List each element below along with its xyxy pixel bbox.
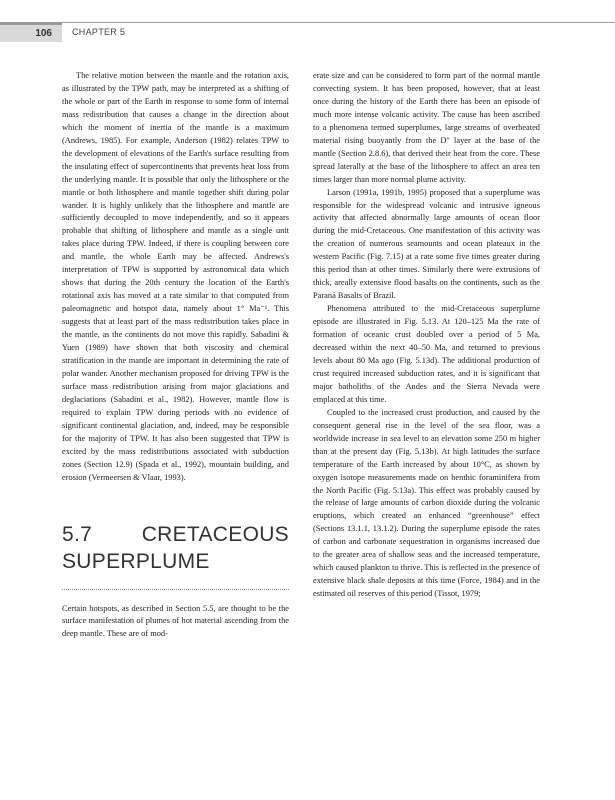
header-rule	[62, 22, 615, 23]
paragraph: Coupled to the increased crust production, and caused by the consequent general rise in the level of the sea floor, was a worldwide increase in sea level to an elevation some 250 m higher than at the present day (Fig. 5.13b). At high latitudes the surface temperature of the Earth increased by about 10°C, as shown by oxygen isotope measurements made on benthic foraminifera from the North Pacific (Fig. 5.13a). This effect was probably caused by the release of large amounts of carbon dioxide during the volcanic eruptions, which created an enhanced “greenhouse” effect (Sections 13.1.1, 13.1.2). During the superplume episode the rates of carbon and carbonate sequestration in organisms increased due to the greater area of shallow seas and the increased temperature, which caused plankton to thrive. This is reflected in the presence of extensive black shale deposits at this time (Force, 1984) and in the estimated oil reserves of this period (Tissot, 1979;	[313, 407, 540, 599]
section-heading: 5.7 CRETACEOUS SUPERPLUME	[62, 522, 289, 573]
section-intro-paragraph: Certain hotspots, as described in Section 5.5, are thought to be the surface manifestation of plumes of hot material ascending from the deep mantle. These are of mod-	[62, 603, 289, 639]
paragraph: Larson (1991a, 1991b, 1995) proposed that a superplume was responsible for the widespread volcanic and intrusive igneous activity that affected abnormally large amounts of ocean floor during the mid-Cretaceous. One manifestation of this activity was the creation of numerous seamounts and ocean plateaux in the western Pacific (Fig. 7.15) at a rate some five times greater during this period than at other times. Similarly there were extrusions of thick, areally extensive flood basalts on the continents, such as the Paraná Basalts of Brazil.	[313, 187, 540, 301]
left-column	[62, 70, 289, 641]
paragraph: The relative motion between the mantle and the rotation axis, as illustrated by the TPW path, may be interpreted as a shifting of the whole or part of the Earth in response to some form of internal mass redistribution that causes a change in the direction about which the moment of inertia of the mantle is a maximum (Andrews, 1985). For example, Anderson (1982) relates TPW to the development of elevations of the Earth's surface resulting from the insulating effect of supercontinents that prevents heat loss from the underlying mantle. It is possible that only the lithosphere or the mantle or both lithosphere and mantle together shift during polar wander. It is highly unlikely that the lithosphere and mantle are sufficiently decoupled to move independently, and so it appears probable that shifting of lithosphere and mantle as a single unit takes place during TPW. Indeed, if there is coupling between core and mantle, the whole Earth may be affected. Andrews's interpretation of TPW is supported by astronomical data which shows that during the 20th century the location of the Earth's rotational axis has moved at a rate similar to that computed from paleomagnetic and hotspot data, namely about 1° Ma⁻¹. This suggests that at least part of the mass redistribution takes place in the mantle, as the continents do not move this rapidly. Sabadini & Yuen (1989) have shown that both viscosity and chemical stratification in the mantle are important in determining the rate of polar wander. Another mechanism proposed for driving TPW is the surface mass redistribution arising from major glaciations and deglaciations (Sabadini et al., 1982). However, mantle flow is required to explain TPW during periods with no evidence of significant continental glaciation, and, indeed, may be responsible for the majority of TPW. It has also been suggested that TPW is excited by the mass redistributions associated with subduction zones (Section 12.9) (Spada et al., 1992), mountain building, and erosion (Vermeersen & Vlaar, 1993).	[62, 71, 289, 482]
right-column	[313, 70, 540, 601]
page-header	[0, 22, 615, 42]
page-number: 106	[0, 22, 62, 42]
paragraph: Phenomena attributed to the mid-Cretaceous superplume episode are illustrated in Fig. 5.13. At 120–125 Ma the rate of formation of oceanic crust doubled over a period of 5 Ma, decreased within the next 40–50 Ma, and returned to previous levels about 80 Ma ago (Fig. 5.13d). The additional production of crust required increased subduction rates, and it is significant that major batholiths of the Andes and the Sierra Nevada were emplaced at this time.	[313, 304, 540, 404]
paragraph: erate size and can be considered to form part of the normal mantle convecting system. It has been proposed, however, that at least once during the history of the Earth there has been an episode of much more intense volcanic activity. The cause has been ascribed to a phenomena termed superplumes, large streams of overheated material rising buoyantly from the D″ layer at the base of the mantle (Section 2.8.6), that derived their heat from the core. These spread laterally at the base of the lithosphere to affect an area ten times larger than more normal plume activity.	[313, 71, 540, 184]
chapter-label: CHAPTER 5	[72, 27, 126, 37]
heading-divider	[62, 589, 289, 590]
